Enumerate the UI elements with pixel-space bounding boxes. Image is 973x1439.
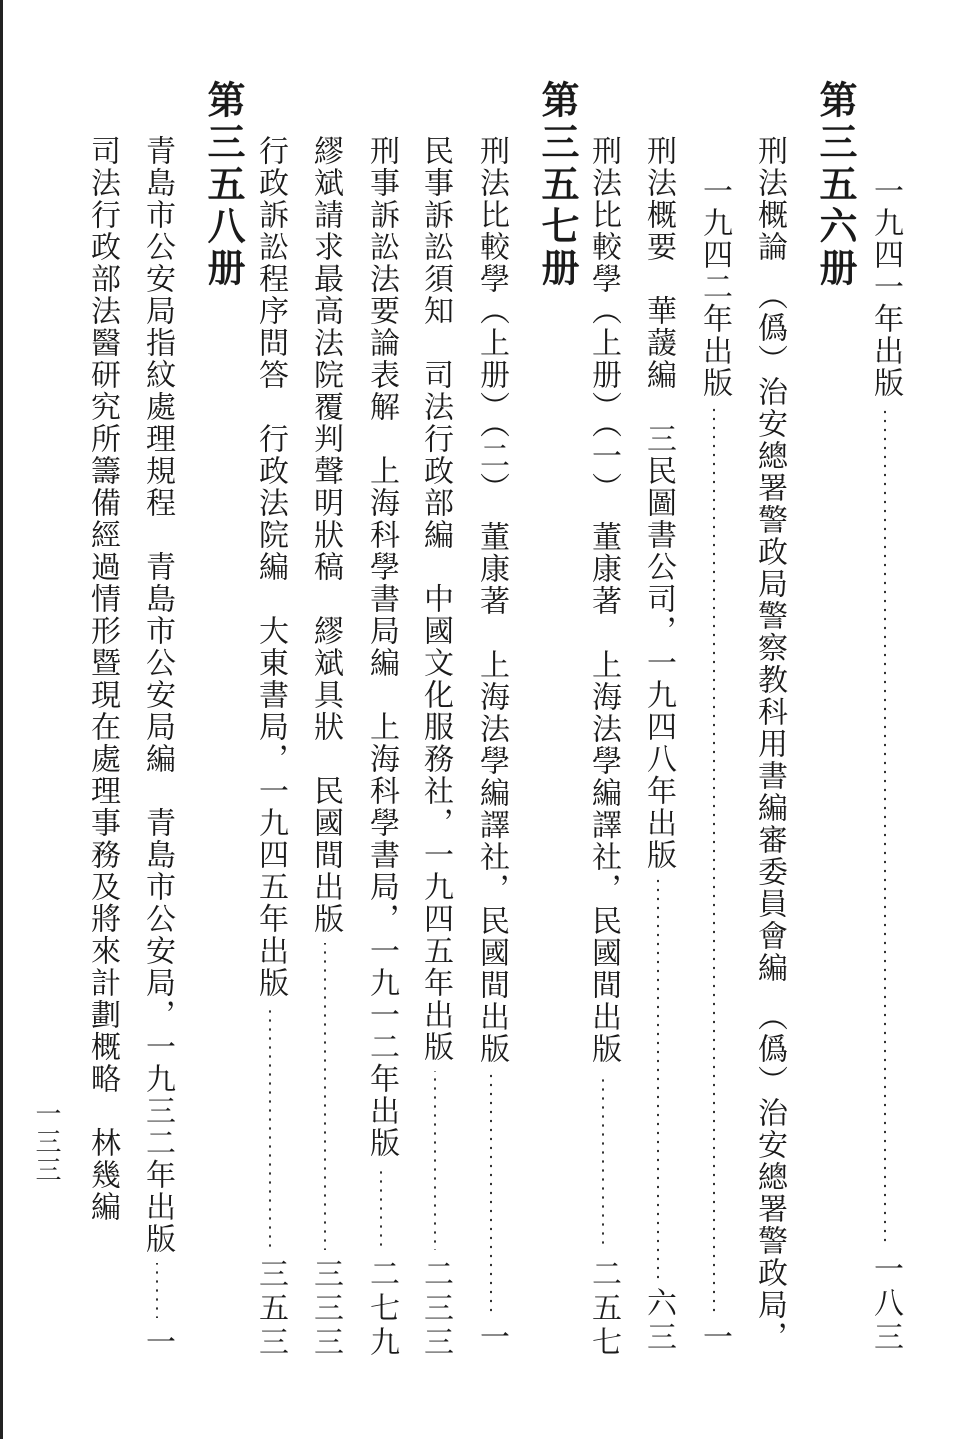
toc-entry-continuation [697, 175, 731, 1355]
entry-page: 六三 [641, 1287, 676, 1355]
toc-entry [85, 135, 120, 1223]
entry-page: 二三三 [418, 1258, 453, 1360]
toc-entry [641, 135, 675, 1355]
page-edge [0, 0, 3, 1439]
entry-page: 一八三 [868, 1253, 903, 1355]
entry-text: 民事訴訟須知 司法行政部編 中國文化服務社，一九四五年出版 [418, 135, 453, 1063]
entry-text: 青島市公安局指紋處理規程 青島市公安局編 青島市公安局，一九三二年出版 [140, 135, 175, 1255]
toc-entry [253, 135, 287, 1360]
entry-text: 行政訴訟程序問答 行政法院編 大東書局，一九四五年出版 [253, 135, 288, 999]
leader-dots [156, 1263, 158, 1318]
entry-text: 刑法比較學（上册）（二） 董康著 上海法學編譯社，民國間出版 [474, 135, 509, 1065]
toc-entry [752, 135, 786, 1395]
leader-dots [324, 943, 326, 1250]
page-number: 一三三 [31, 1100, 61, 1184]
leader-dots [490, 1073, 492, 1313]
entry-page: 二七九 [364, 1258, 399, 1360]
entry-text: 刑法比較學（上册）（一） 董康著 上海法學編譯社，民國間出版 [586, 135, 621, 1065]
entry-page: 三五三 [253, 1258, 288, 1360]
entry-text: 刑法概要 華蘐編 三民圖書公司，一九四八年出版 [641, 135, 676, 871]
entry-text: 刑事訴訟法要論表解 上海科學書局編 上海科學書局，一九一二年出版 [364, 135, 399, 1159]
toc-entry [418, 135, 452, 1360]
toc-entry [140, 135, 174, 1360]
entry-text: 刑法概論 （僞）治安總署警政局警察教科用書編審委員會編 （僞）治安總署警政局， [752, 135, 787, 1353]
toc-entry [364, 135, 398, 1360]
entry-text: 司法行政部法醫研究所籌備經過情形暨現在處理事務及將來計劃概略 林幾編 [85, 135, 120, 1223]
entry-text: 一九四一年出版 [868, 175, 903, 399]
entry-text: 繆斌請求最高法院覆判聲明狀稿 繆斌具狀 民國間出版 [308, 135, 343, 935]
toc-entry [474, 135, 508, 1355]
leader-dots [713, 407, 715, 1313]
entry-page: 三三三 [308, 1258, 343, 1360]
volume-heading: 第三五七册 [535, 80, 579, 290]
entry-page: 二五七 [586, 1258, 621, 1360]
leader-dots [602, 1073, 604, 1250]
entry-page: 一 [474, 1321, 509, 1355]
volume-heading: 第三五八册 [201, 80, 245, 290]
entry-text: 一九四二年出版 [697, 175, 732, 399]
entry-page: 一 [697, 1321, 732, 1355]
leader-dots [269, 1007, 271, 1250]
volume-heading: 第三五六册 [813, 80, 857, 290]
leader-dots [380, 1167, 382, 1250]
leader-dots [884, 407, 886, 1245]
toc-entry [586, 135, 620, 1360]
leader-dots [657, 879, 659, 1279]
toc-entry-continuation [868, 175, 902, 1355]
toc-entry [308, 135, 342, 1360]
leader-dots [434, 1071, 436, 1250]
entry-page: 一 [140, 1326, 175, 1360]
